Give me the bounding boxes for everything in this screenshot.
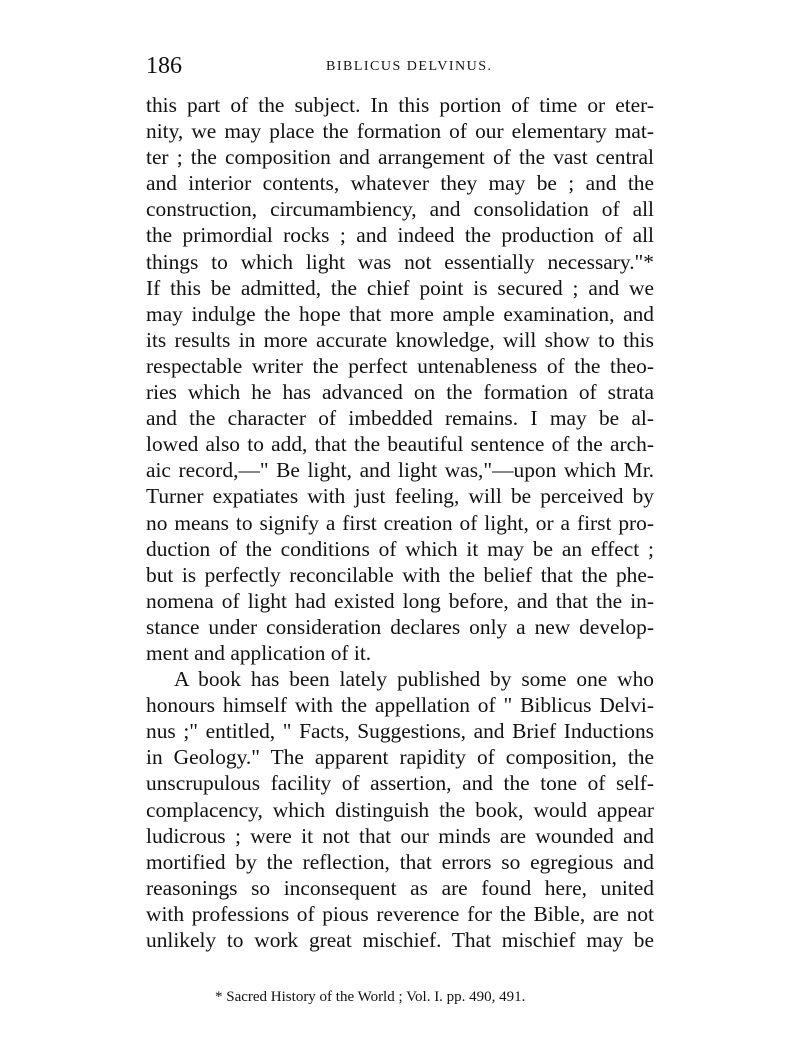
text-line: the primordial rocks ; and indeed the production of all bbox=[146, 223, 654, 248]
text-line: honours himself with the appellation of " Biblicus Delvi- bbox=[146, 693, 654, 718]
running-title: BIBLICUS DELVINUS. bbox=[326, 59, 493, 74]
text-line: aic record,—" Be light, and light was,"—upon which Mr. bbox=[146, 458, 654, 483]
text-line: and interior contents, whatever they may be ; and the bbox=[146, 171, 654, 196]
text-line: things to which light was not essentially necessary."* bbox=[146, 249, 654, 274]
footnote: * Sacred History of the World ; Vol. I. pp. 490, 491. bbox=[215, 989, 526, 1005]
text-line: reasonings so inconsequent as are found here, united bbox=[146, 875, 654, 900]
text-line: but is perfectly reconcilable with the belief that the phe- bbox=[146, 562, 654, 587]
text-line: respectable writer the perfect untenableness of the theo- bbox=[146, 353, 654, 378]
text-line: ment and application of it. bbox=[146, 640, 372, 665]
text-line: with professions of pious reverence for the Bible, are not bbox=[146, 901, 654, 926]
text-line: may indulge the hope that more ample examination, and bbox=[146, 301, 654, 326]
text-line: in Geology." The apparent rapidity of composition, the bbox=[146, 745, 654, 770]
page-number: 186 bbox=[146, 53, 182, 79]
text-line: stance under consideration declares only a new develop- bbox=[146, 614, 654, 639]
text-line: its results in more accurate knowledge, will show to this bbox=[146, 327, 654, 352]
text-line: A book has been lately published by some one who bbox=[174, 667, 654, 692]
text-line: unscrupulous facility of assertion, and the tone of self- bbox=[146, 771, 654, 796]
text-line: lowed also to add, that the beautiful sentence of the arch- bbox=[146, 432, 654, 457]
text-line: ludicrous ; were it not that our minds are wounded and bbox=[146, 823, 654, 848]
text-line: nity, we may place the formation of our elementary mat- bbox=[146, 119, 654, 144]
text-line: unlikely to work great mischief. That mischief may be bbox=[146, 928, 654, 952]
text-line: nomena of light had existed long before, and that the in- bbox=[146, 588, 654, 613]
text-line: ries which he has advanced on the formation of strata bbox=[146, 380, 654, 405]
text-line: construction, circumambiency, and consolidation of all bbox=[146, 197, 654, 222]
text-line: duction of the conditions of which it may be an effect ; bbox=[146, 536, 654, 561]
text-line: complacency, which distinguish the book, would appear bbox=[146, 797, 654, 822]
text-line: ter ; the composition and arrangement of the vast central bbox=[146, 145, 654, 170]
running-head bbox=[146, 52, 654, 82]
text-line: no means to signify a first creation of light, or a first pro- bbox=[146, 510, 654, 535]
text-line: Turner expatiates with just feeling, will be perceived by bbox=[146, 484, 654, 509]
text-line: nus ;" entitled, " Facts, Suggestions, and Brief Inductions bbox=[146, 719, 654, 744]
text-line: mortified by the reflection, that errors so egregious and bbox=[146, 849, 654, 874]
text-line: this part of the subject. In this portion of time or eter- bbox=[146, 93, 654, 117]
body-text bbox=[146, 92, 654, 953]
text-line: and the character of imbedded remains. I may be al- bbox=[146, 406, 654, 431]
text-line: If this be admitted, the chief point is secured ; and we bbox=[146, 275, 654, 300]
